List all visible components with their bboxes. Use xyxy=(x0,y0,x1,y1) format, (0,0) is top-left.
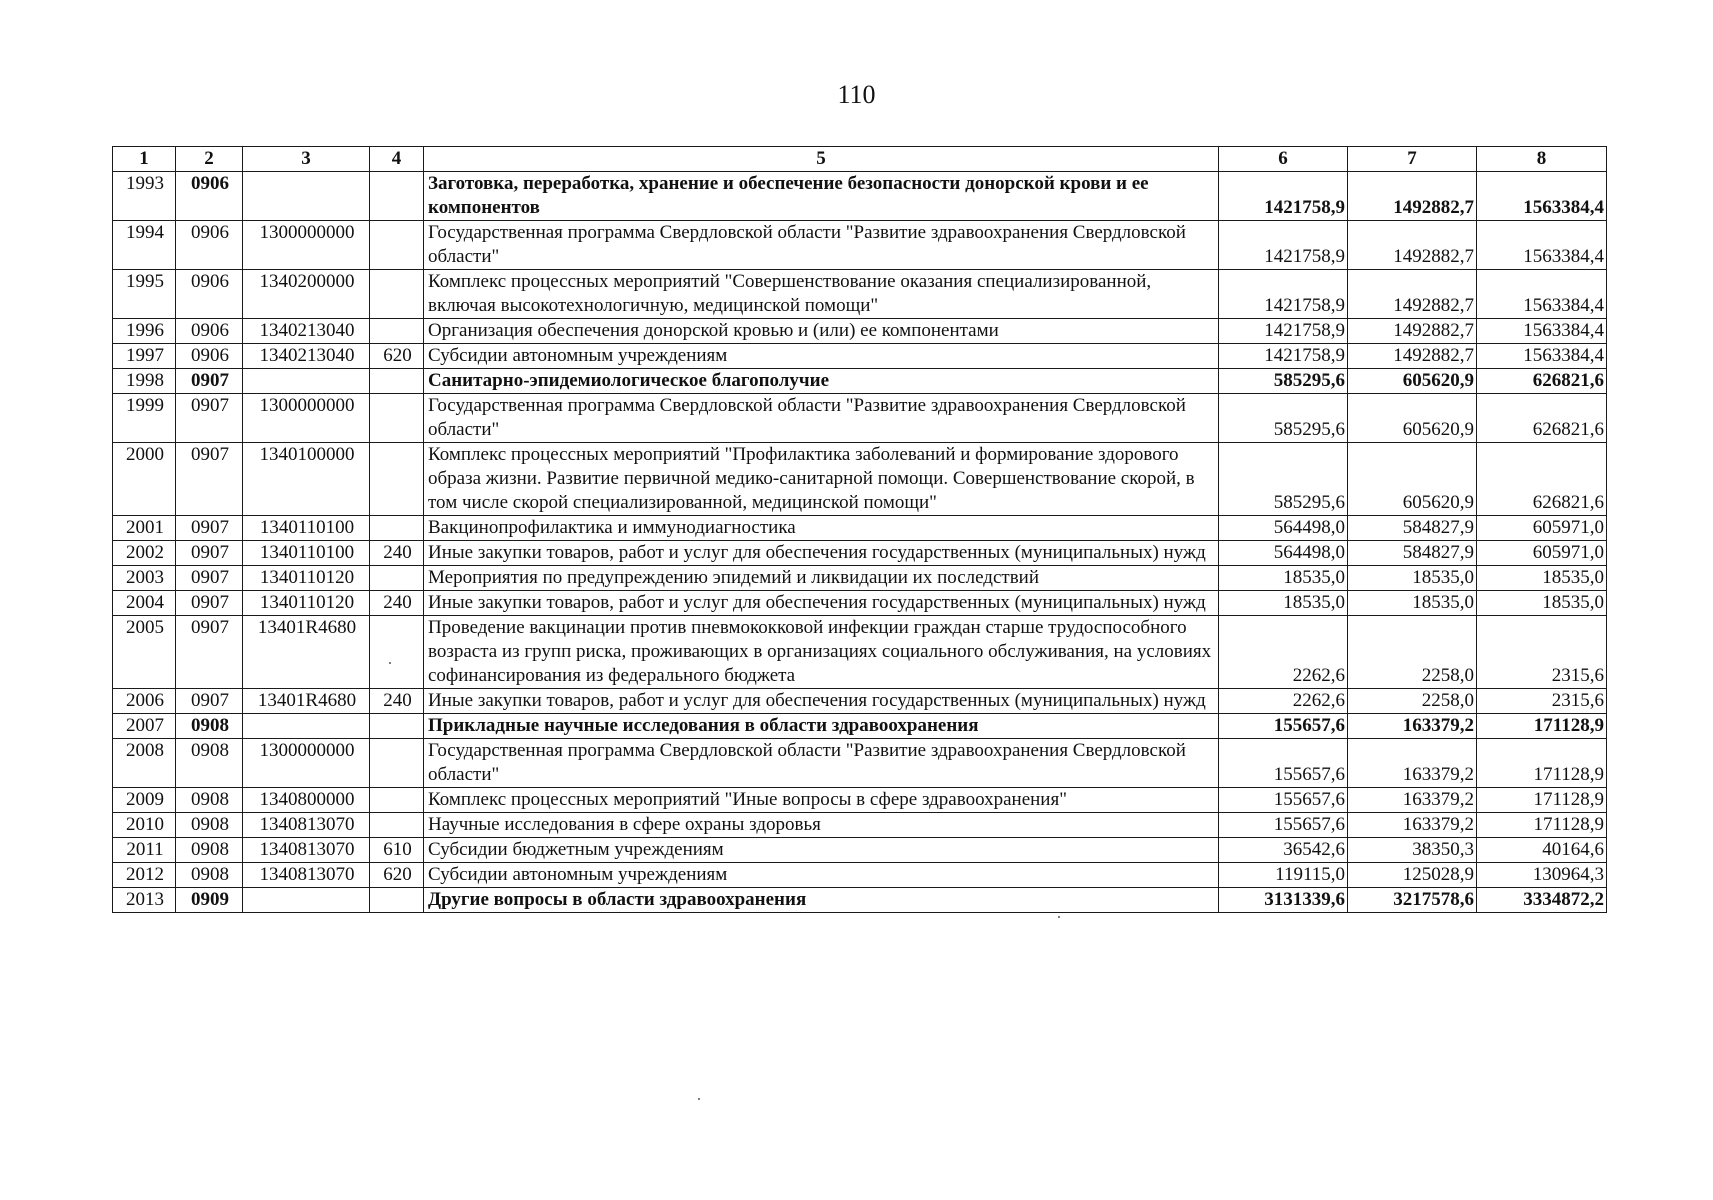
value-3-cell: 3334872,2 xyxy=(1477,888,1607,913)
program-code-cell: 1340100000 xyxy=(243,443,370,516)
table-row xyxy=(113,319,1607,344)
value-1-cell: 585295,6 xyxy=(1219,369,1348,394)
program-code-cell: 1340110120 xyxy=(243,591,370,616)
row-number-cell: 1997 xyxy=(113,344,176,369)
expense-type-cell xyxy=(370,788,424,813)
value-1-cell: 119115,0 xyxy=(1219,863,1348,888)
table-row xyxy=(113,838,1607,863)
program-code-cell: 1340213040 xyxy=(243,319,370,344)
row-number-cell: 2010 xyxy=(113,813,176,838)
item-name-cell: Субсидии автономным учреждениям xyxy=(424,863,1219,888)
section-code-cell: 0907 xyxy=(176,616,243,689)
header-cell-value-3: 8 xyxy=(1477,147,1607,172)
value-2-cell: 605620,9 xyxy=(1348,443,1477,516)
scan-speck xyxy=(389,662,391,664)
header-cell-value-1: 6 xyxy=(1219,147,1348,172)
value-1-cell: 155657,6 xyxy=(1219,813,1348,838)
value-2-cell: 18535,0 xyxy=(1348,591,1477,616)
expense-type-cell xyxy=(370,888,424,913)
value-3-cell: 171128,9 xyxy=(1477,813,1607,838)
scan-speck xyxy=(1058,916,1060,918)
program-code-cell: 13401R4680 xyxy=(243,689,370,714)
expense-type-cell xyxy=(370,714,424,739)
item-name-cell: Субсидии автономным учреждениям xyxy=(424,344,1219,369)
value-1-cell: 3131339,6 xyxy=(1219,888,1348,913)
expense-type-cell: 240 xyxy=(370,591,424,616)
expense-type-cell xyxy=(370,369,424,394)
program-code-cell: 1300000000 xyxy=(243,394,370,443)
value-2-cell: 163379,2 xyxy=(1348,813,1477,838)
value-1-cell: 2262,6 xyxy=(1219,689,1348,714)
header-row xyxy=(113,147,1607,172)
table-row xyxy=(113,369,1607,394)
program-code-cell: 13401R4680 xyxy=(243,616,370,689)
expense-type-cell xyxy=(370,394,424,443)
expense-type-cell: 620 xyxy=(370,344,424,369)
header-cell-program: 3 xyxy=(243,147,370,172)
value-3-cell: 1563384,4 xyxy=(1477,344,1607,369)
value-1-cell: 155657,6 xyxy=(1219,714,1348,739)
value-1-cell: 1421758,9 xyxy=(1219,319,1348,344)
item-name-cell: Заготовка, переработка, хранение и обеспечение безопасности донорской крови и ее компонентов xyxy=(424,172,1219,221)
section-code-cell: 0908 xyxy=(176,739,243,788)
section-code-cell: 0907 xyxy=(176,394,243,443)
table-row xyxy=(113,813,1607,838)
table-row xyxy=(113,172,1607,221)
value-3-cell: 171128,9 xyxy=(1477,788,1607,813)
expense-type-cell xyxy=(370,319,424,344)
row-number-cell: 2001 xyxy=(113,516,176,541)
row-number-cell: 2003 xyxy=(113,566,176,591)
row-number-cell: 2013 xyxy=(113,888,176,913)
item-name-cell: Научные исследования в сфере охраны здоровья xyxy=(424,813,1219,838)
table-row xyxy=(113,344,1607,369)
value-2-cell: 1492882,7 xyxy=(1348,172,1477,221)
item-name-cell: Мероприятия по предупреждению эпидемий и ликвидации их последствий xyxy=(424,566,1219,591)
row-number-cell: 2011 xyxy=(113,838,176,863)
value-3-cell: 626821,6 xyxy=(1477,369,1607,394)
item-name-cell: Организация обеспечения донорской кровью и (или) ее компонентами xyxy=(424,319,1219,344)
table-row xyxy=(113,888,1607,913)
value-2-cell: 1492882,7 xyxy=(1348,319,1477,344)
value-2-cell: 125028,9 xyxy=(1348,863,1477,888)
value-3-cell: 1563384,4 xyxy=(1477,172,1607,221)
item-name-cell: Прикладные научные исследования в области здравоохранения xyxy=(424,714,1219,739)
value-1-cell: 564498,0 xyxy=(1219,516,1348,541)
table-row xyxy=(113,863,1607,888)
item-name-cell: Иные закупки товаров, работ и услуг для обеспечения государственных (муниципальных) нужд xyxy=(424,591,1219,616)
item-name-cell: Иные закупки товаров, работ и услуг для обеспечения государственных (муниципальных) нужд xyxy=(424,689,1219,714)
value-2-cell: 584827,9 xyxy=(1348,516,1477,541)
value-3-cell: 130964,3 xyxy=(1477,863,1607,888)
program-code-cell xyxy=(243,714,370,739)
table-row xyxy=(113,541,1607,566)
program-code-cell xyxy=(243,369,370,394)
value-1-cell: 18535,0 xyxy=(1219,566,1348,591)
row-number-cell: 1994 xyxy=(113,221,176,270)
expense-type-cell: 240 xyxy=(370,541,424,566)
table-row xyxy=(113,739,1607,788)
program-code-cell: 1300000000 xyxy=(243,221,370,270)
expense-type-cell xyxy=(370,443,424,516)
value-2-cell: 2258,0 xyxy=(1348,616,1477,689)
item-name-cell: Государственная программа Свердловской области "Развитие здравоохранения Свердловской области" xyxy=(424,739,1219,788)
value-2-cell: 1492882,7 xyxy=(1348,270,1477,319)
row-number-cell: 2012 xyxy=(113,863,176,888)
row-number-cell: 2004 xyxy=(113,591,176,616)
table-row xyxy=(113,714,1607,739)
scan-speck xyxy=(698,1098,700,1100)
value-1-cell: 155657,6 xyxy=(1219,739,1348,788)
row-number-cell: 1999 xyxy=(113,394,176,443)
value-1-cell: 155657,6 xyxy=(1219,788,1348,813)
row-number-cell: 2006 xyxy=(113,689,176,714)
row-number-cell: 2008 xyxy=(113,739,176,788)
item-name-cell: Санитарно-эпидемиологическое благополучие xyxy=(424,369,1219,394)
value-3-cell: 1563384,4 xyxy=(1477,221,1607,270)
row-number-cell: 2005 xyxy=(113,616,176,689)
section-code-cell: 0907 xyxy=(176,516,243,541)
value-3-cell: 18535,0 xyxy=(1477,566,1607,591)
program-code-cell: 1340813070 xyxy=(243,838,370,863)
program-code-cell: 1340813070 xyxy=(243,813,370,838)
value-2-cell: 163379,2 xyxy=(1348,739,1477,788)
section-code-cell: 0908 xyxy=(176,863,243,888)
header-cell-name: 5 xyxy=(424,147,1219,172)
item-name-cell: Другие вопросы в области здравоохранения xyxy=(424,888,1219,913)
item-name-cell: Проведение вакцинации против пневмококковой инфекции граждан старше трудоспособного возраста из групп риска, проживающих в организациях социального обслуживания, на условиях софинансирования из федерального бюджета xyxy=(424,616,1219,689)
value-3-cell: 18535,0 xyxy=(1477,591,1607,616)
value-1-cell: 1421758,9 xyxy=(1219,172,1348,221)
value-1-cell: 585295,6 xyxy=(1219,443,1348,516)
expense-type-cell xyxy=(370,516,424,541)
program-code-cell: 1340110120 xyxy=(243,566,370,591)
value-1-cell: 564498,0 xyxy=(1219,541,1348,566)
table-row xyxy=(113,443,1607,516)
value-2-cell: 38350,3 xyxy=(1348,838,1477,863)
header-cell-type: 4 xyxy=(370,147,424,172)
value-2-cell: 163379,2 xyxy=(1348,714,1477,739)
value-1-cell: 2262,6 xyxy=(1219,616,1348,689)
value-3-cell: 171128,9 xyxy=(1477,739,1607,788)
row-number-cell: 1998 xyxy=(113,369,176,394)
row-number-cell: 2007 xyxy=(113,714,176,739)
value-3-cell: 1563384,4 xyxy=(1477,270,1607,319)
value-3-cell: 2315,6 xyxy=(1477,616,1607,689)
program-code-cell xyxy=(243,172,370,221)
table-row xyxy=(113,689,1607,714)
row-number-cell: 1995 xyxy=(113,270,176,319)
value-2-cell: 2258,0 xyxy=(1348,689,1477,714)
expense-type-cell xyxy=(370,616,424,689)
value-1-cell: 585295,6 xyxy=(1219,394,1348,443)
expense-type-cell xyxy=(370,221,424,270)
program-code-cell: 1340213040 xyxy=(243,344,370,369)
row-number-cell: 2002 xyxy=(113,541,176,566)
section-code-cell: 0908 xyxy=(176,788,243,813)
value-3-cell: 2315,6 xyxy=(1477,689,1607,714)
section-code-cell: 0908 xyxy=(176,838,243,863)
section-code-cell: 0908 xyxy=(176,714,243,739)
expense-type-cell xyxy=(370,172,424,221)
value-3-cell: 40164,6 xyxy=(1477,838,1607,863)
table-body xyxy=(113,172,1607,913)
value-1-cell: 36542,6 xyxy=(1219,838,1348,863)
expense-type-cell: 240 xyxy=(370,689,424,714)
row-number-cell: 1996 xyxy=(113,319,176,344)
value-2-cell: 584827,9 xyxy=(1348,541,1477,566)
value-2-cell: 18535,0 xyxy=(1348,566,1477,591)
budget-table xyxy=(112,146,1607,913)
item-name-cell: Вакцинопрофилактика и иммунодиагностика xyxy=(424,516,1219,541)
value-1-cell: 1421758,9 xyxy=(1219,221,1348,270)
table-row xyxy=(113,394,1607,443)
row-number-cell: 1993 xyxy=(113,172,176,221)
section-code-cell: 0906 xyxy=(176,221,243,270)
expense-type-cell xyxy=(370,270,424,319)
value-3-cell: 626821,6 xyxy=(1477,443,1607,516)
value-3-cell: 626821,6 xyxy=(1477,394,1607,443)
section-code-cell: 0906 xyxy=(176,319,243,344)
program-code-cell: 1340800000 xyxy=(243,788,370,813)
expense-type-cell xyxy=(370,566,424,591)
value-3-cell: 171128,9 xyxy=(1477,714,1607,739)
table-row xyxy=(113,270,1607,319)
header-cell-value-2: 7 xyxy=(1348,147,1477,172)
row-number-cell: 2009 xyxy=(113,788,176,813)
program-code-cell: 1340813070 xyxy=(243,863,370,888)
item-name-cell: Комплекс процессных мероприятий "Профилактика заболеваний и формирование здорового образа жизни. Развитие первичной медико-санитарной помощи. Совершенствование скорой, в том числе скорой специализированной, медицинской помощи" xyxy=(424,443,1219,516)
table-row xyxy=(113,221,1607,270)
section-code-cell: 0907 xyxy=(176,369,243,394)
value-3-cell: 1563384,4 xyxy=(1477,319,1607,344)
program-code-cell: 1300000000 xyxy=(243,739,370,788)
section-code-cell: 0907 xyxy=(176,689,243,714)
section-code-cell: 0909 xyxy=(176,888,243,913)
item-name-cell: Государственная программа Свердловской области "Развитие здравоохранения Свердловской области" xyxy=(424,221,1219,270)
section-code-cell: 0906 xyxy=(176,344,243,369)
value-3-cell: 605971,0 xyxy=(1477,516,1607,541)
table-row xyxy=(113,616,1607,689)
value-2-cell: 163379,2 xyxy=(1348,788,1477,813)
program-code-cell: 1340110100 xyxy=(243,516,370,541)
expense-type-cell xyxy=(370,739,424,788)
table-row xyxy=(113,516,1607,541)
item-name-cell: Иные закупки товаров, работ и услуг для обеспечения государственных (муниципальных) нужд xyxy=(424,541,1219,566)
header-cell-section: 2 xyxy=(176,147,243,172)
row-number-cell: 2000 xyxy=(113,443,176,516)
item-name-cell: Комплекс процессных мероприятий "Иные вопросы в сфере здравоохранения" xyxy=(424,788,1219,813)
section-code-cell: 0907 xyxy=(176,443,243,516)
page-number: 110 xyxy=(837,80,876,109)
expense-type-cell xyxy=(370,813,424,838)
value-1-cell: 1421758,9 xyxy=(1219,344,1348,369)
item-name-cell: Комплекс процессных мероприятий "Совершенствование оказания специализированной, включая высокотехнологичную, медицинской помощи" xyxy=(424,270,1219,319)
section-code-cell: 0907 xyxy=(176,591,243,616)
item-name-cell: Государственная программа Свердловской области "Развитие здравоохранения Свердловской области" xyxy=(424,394,1219,443)
section-code-cell: 0906 xyxy=(176,172,243,221)
expense-type-cell: 620 xyxy=(370,863,424,888)
program-code-cell: 1340110100 xyxy=(243,541,370,566)
value-3-cell: 605971,0 xyxy=(1477,541,1607,566)
section-code-cell: 0907 xyxy=(176,541,243,566)
value-2-cell: 3217578,6 xyxy=(1348,888,1477,913)
section-code-cell: 0906 xyxy=(176,270,243,319)
program-code-cell: 1340200000 xyxy=(243,270,370,319)
value-2-cell: 1492882,7 xyxy=(1348,221,1477,270)
table-row xyxy=(113,788,1607,813)
header-cell-number: 1 xyxy=(113,147,176,172)
value-2-cell: 1492882,7 xyxy=(1348,344,1477,369)
section-code-cell: 0908 xyxy=(176,813,243,838)
section-code-cell: 0907 xyxy=(176,566,243,591)
value-1-cell: 1421758,9 xyxy=(1219,270,1348,319)
table-row xyxy=(113,591,1607,616)
value-1-cell: 18535,0 xyxy=(1219,591,1348,616)
value-2-cell: 605620,9 xyxy=(1348,394,1477,443)
item-name-cell: Субсидии бюджетным учреждениям xyxy=(424,838,1219,863)
table-row xyxy=(113,566,1607,591)
expense-type-cell: 610 xyxy=(370,838,424,863)
program-code-cell xyxy=(243,888,370,913)
value-2-cell: 605620,9 xyxy=(1348,369,1477,394)
